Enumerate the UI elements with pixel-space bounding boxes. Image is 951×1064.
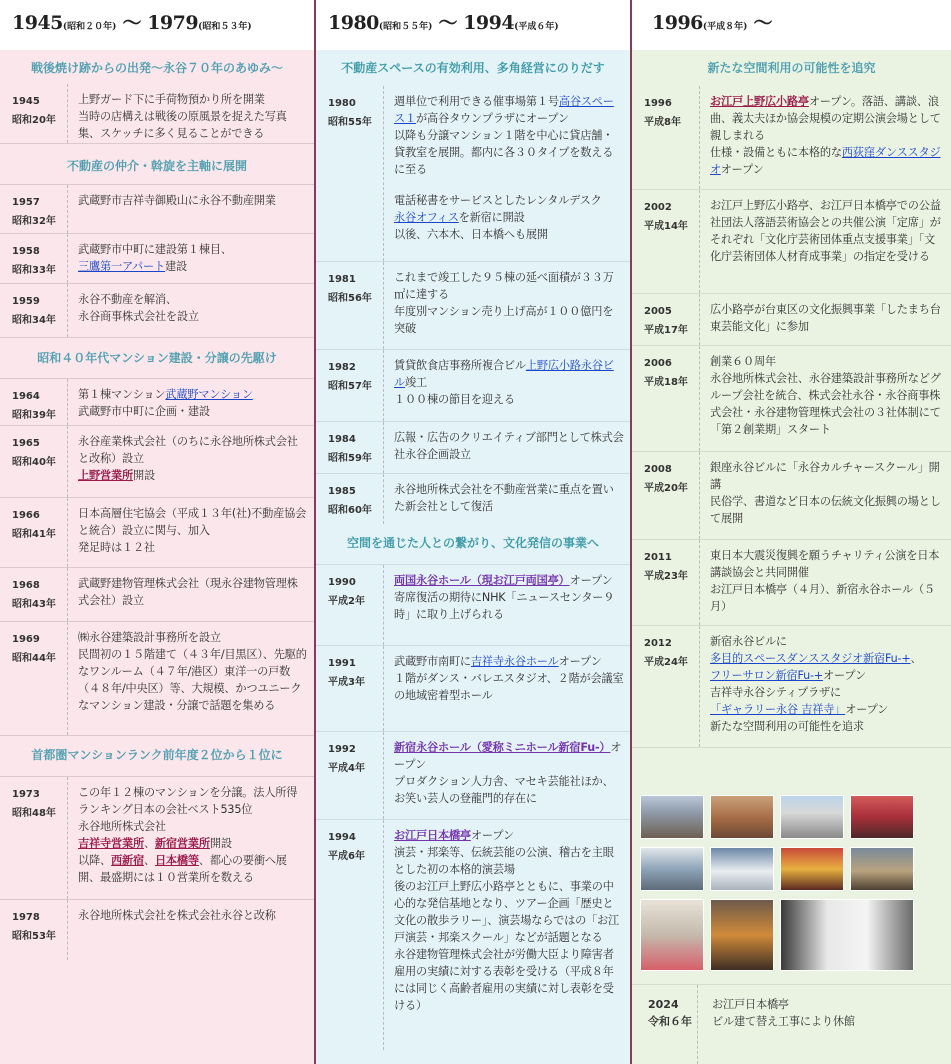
timeline-column-1980-1994 bbox=[316, 0, 630, 1064]
timeline-entry: 1981 昭和56年 これまで竣工した９５棟の延べ面積が３３万㎡に達する 年度別マンション売り上げ高が１００億円を突破 bbox=[316, 262, 630, 350]
timeline-entry: 2012 平成24年 新宿永谷ビルに 多目的スペースダンススタジオ新宿Fu-+、 フリーサロン新宿Fu-+オープン 吉祥寺永谷シティプラザに 「ギャラリー永谷 吉祥寺」オープン 新たな空間利用の可能性を追求 bbox=[632, 626, 951, 748]
tower-photo bbox=[780, 795, 844, 839]
timeline-entry: 2011 平成23年 東日本大震災復興を願うチャリティ公演を日本講談協会と共同開催 お江戸日本橋亭（４月）、新宿永谷ホール（５月） bbox=[632, 540, 951, 626]
timeline-entry: 1985 昭和60年 永谷地所株式会社を不動産営業に重点を置いた新会社として復活 bbox=[316, 474, 630, 524]
mitaka-apartment-link[interactable]: 三鷹第一アパート bbox=[78, 260, 166, 273]
studio-photo bbox=[640, 847, 704, 891]
timeline-entry: 1958 昭和33年 武蔵野市中町に建設第１棟目、 三鷹第一アパート建設 bbox=[0, 234, 314, 284]
section-heading: 戦後焼け跡からの出発〜永谷７０年のあゆみ〜 bbox=[30, 61, 283, 75]
era-heading: 1980(昭和５５年) 〜 1994(平成６年) bbox=[328, 12, 559, 34]
free-salon-fu-link[interactable]: フリーサロン新宿Fu-+ bbox=[710, 669, 823, 682]
timeline-entry: 1965 昭和40年 永谷産業株式会社（のちに永谷地所株式会社と改称）設立 上野営業所開設 bbox=[0, 426, 314, 498]
timeline-entry: 1994 平成6年 お江戸日本橋亭オープン 演芸・邦楽等、伝統芸能の公演、稽古を主眼とした初の本格的演芸場 後のお江戸上野広小路亭とともに、事業の中心的な発信基地となり、ツアー企画「歴史と文化の散歩ラリー」、演芸場ならではの「お江戸演芸・邦楽スクール」などが話題となる 永谷建物管理株式会社が労働大臣より障害者雇用の実績に対する表彰を受ける（平成８年には同じく高齢者雇用の実績に対し表彰を受ける） bbox=[316, 820, 630, 1050]
timeline-entry: 1973 昭和48年 この年１２棟のマンションを分譲。法人所得ランキング日本の会社ベスト535位 永谷地所株式会社 吉祥寺営業所、新宿営業所開設 以降、西新宿、日本橋等、都心の要衝へ展開、最盛期には１０営業所を数える bbox=[0, 776, 314, 900]
section-heading: 首都圏マンションランク前年度２位から１位に bbox=[31, 748, 283, 762]
timeline-entry: 2005 平成17年 広小路亭が台東区の文化振興事業「したまち台東芸能文化」に参加 bbox=[632, 294, 951, 346]
shinjuku-office-link[interactable]: 新宿営業所 bbox=[154, 837, 210, 850]
section-heading: 昭和４０年代マンション建設・分譲の先駆け bbox=[37, 351, 277, 365]
timeline-column-1996 bbox=[632, 0, 951, 1064]
section-heading: 不動産の仲介・斡旋を主軸に展開 bbox=[66, 159, 247, 173]
street-photo bbox=[640, 795, 704, 839]
ueno-hirokoji-tei-link[interactable]: お江戸上野広小路亭 bbox=[710, 95, 809, 108]
timeline-entry: 1968 昭和43年 武蔵野建物管理株式会社（現永谷建物管理株式会社）設立 bbox=[0, 568, 314, 622]
nihonbashi-tei-link[interactable]: お江戸日本橋亭 bbox=[394, 829, 471, 842]
shinjuku-hall-link[interactable]: 新宿永谷ホール（愛称ミニホール新宿Fu-） bbox=[394, 741, 611, 754]
timeline-entry: 2002 平成14年 お江戸上野広小路亭、お江戸日本橋亭での公益社団法人落語芸術協会との共催公演「定席」がそれぞれ「文化庁芸術団体重点支援事業」「文化庁芸術団体人材育成事業」の指定を受ける bbox=[632, 190, 951, 294]
timeline-entry: 1957 昭和32年 武蔵野市吉祥寺御殿山に永谷不動産開業 bbox=[0, 184, 314, 234]
timeline-entry: 2008 平成20年 銀座永谷ビルに「永谷カルチャースクール」開講 民俗学、書道など日本の伝統文化振興の場として展開 bbox=[632, 452, 951, 540]
timeline-entry: 1959 昭和34年 永谷不動産を解消、 永谷商事株式会社を設立 bbox=[0, 284, 314, 338]
office-photo bbox=[710, 847, 774, 891]
musashino-mansion-link[interactable]: 武蔵野マンション bbox=[165, 388, 253, 401]
gallery-photo bbox=[780, 899, 914, 971]
nishi-shinjuku-link[interactable]: 西新宿 bbox=[110, 854, 144, 867]
kichijoji-office-link[interactable]: 吉祥寺営業所 bbox=[78, 837, 144, 850]
timeline-column-1945-1979 bbox=[0, 0, 314, 1064]
timeline-entry: 1990 平成2年 両国永谷ホール（現お江戸両国亭）オープン 寄席復活の期待にNHK「ニュースセンター９時」に取り上げられる bbox=[316, 564, 630, 646]
storefront-photo bbox=[850, 847, 914, 891]
nihonbashi-link[interactable]: 日本橋等 bbox=[154, 854, 199, 867]
nagatani-office-link[interactable]: 永谷オフィス bbox=[394, 211, 459, 224]
hall-photo bbox=[850, 795, 914, 839]
section-heading: 新たな空間利用の可能性を追究 bbox=[707, 61, 876, 75]
timeline-entry: 1984 昭和59年 広報・広告のクリエイティブ部門として株式会社永谷企画設立 bbox=[316, 422, 630, 474]
timeline-entry: 1945 昭和20年 上野ガード下に手荷物預かり所を開業 当時の店構えは戦後の原風景を捉えた写真集、スケッチに多く見ることができる bbox=[0, 84, 314, 144]
gallery-kichijoji-link[interactable]: 「ギャラリー永谷 吉祥寺」 bbox=[710, 703, 846, 716]
building-photo bbox=[710, 795, 774, 839]
nishiogikubo-studio-link[interactable]: 西荻窪ダンススタジオ bbox=[710, 146, 941, 176]
timeline-entry: 2024 令和６年 お江戸日本橋亭 ビル建て替え工事により休館 bbox=[632, 984, 951, 1064]
timeline-entry: 1969 昭和44年 ㈱永谷建築設計事務所を設立 民間初の１５階建て（４３年/目黒区）、先駆的なワンルーム（４７年/港区）東洋一の戸数（４８年/中央区）等、大規模、かつユニークなマンション建設・分譲で話題を集める bbox=[0, 622, 314, 736]
era-heading: 1945(昭和２０年) 〜 1979(昭和５３年) bbox=[12, 12, 252, 34]
timeline-entry: 1980 昭和55年 週単位で利用できる催事場第１号高谷スペース１が高谷タウンプラザにオープン 以降も分譲マンション１階を中心に貸店舗・貸教室を展開。都内に各３０タイプを数えるに至る 電話秘書をサービスとしたレンタルデスク 永谷オフィスを新宿に開設 以後、六本木、日本橋へも展開 bbox=[316, 86, 630, 262]
section-heading: 空間を通じた人との繋がり、文化発信の事業へ bbox=[346, 536, 599, 550]
timeline-entry: 1996 平成8年 お江戸上野広小路亭オープン。落語、講談、浪曲、義太夫ほか協会規模の定期公演会場として親しまれる 仕様・設備ともに本格的な西荻窪ダンススタジオオープン bbox=[632, 86, 951, 190]
timeline-entry: 1992 平成4年 新宿永谷ホール（愛称ミニホール新宿Fu-）オープン プロダクション人力舎、マセキ芸能社ほか、お笑い芸人の登龍門的存在に bbox=[316, 732, 630, 820]
timeline-entry: 1966 昭和41年 日本高層住宅協会（平成１３年(社)不動産協会と統合）設立に関与、加入 発足時は１２社 bbox=[0, 498, 314, 568]
section-heading: 不動産スペースの有効利用、多角経営にのりだす bbox=[341, 61, 605, 75]
ryogoku-hall-link[interactable]: 両国永谷ホール（現お江戸両国亭） bbox=[394, 574, 570, 587]
takaya-space-link[interactable]: 高谷スペース１ bbox=[394, 95, 614, 125]
ueno-hirokoji-building-link[interactable]: 上野広小路永谷ビル bbox=[394, 359, 614, 389]
timeline-entry: 1982 昭和57年 賃貸飲食店事務所複合ビル上野広小路永谷ビル竣工 １００棟の節目を迎える bbox=[316, 350, 630, 422]
salon-photo bbox=[710, 899, 774, 971]
timeline-entry: 1991 平成3年 武蔵野市南町に吉祥寺永谷ホールオープン １階がダンス・バレエスタジオ、２階が会議室の地域密着型ホール bbox=[316, 646, 630, 732]
interior-photo bbox=[640, 899, 704, 971]
timeline-entry: 1964 昭和39年 第１棟マンション武蔵野マンション 武蔵野市中町に企画・建設 bbox=[0, 378, 314, 426]
stage-photo bbox=[780, 847, 844, 891]
timeline-entry: 1978 昭和53年 永谷地所株式会社を株式会社永谷と改称 bbox=[0, 900, 314, 960]
timeline-entry: 2006 平成18年 創業６０周年 永谷地所株式会社、永谷建築設計事務所などグループ会社を統合、株式会社永谷・永谷商事株式会社・永谷建物管理株式会社の３社体制にて「第２創業期」スタート bbox=[632, 346, 951, 452]
dance-studio-fu-link[interactable]: 多目的スペースダンススタジオ新宿Fu-+ bbox=[710, 652, 911, 665]
kichijoji-hall-link[interactable]: 吉祥寺永谷ホール bbox=[470, 655, 559, 668]
era-heading: 1996(平成８年) 〜 bbox=[652, 12, 773, 34]
ueno-office-link[interactable]: 上野営業所 bbox=[78, 469, 133, 482]
